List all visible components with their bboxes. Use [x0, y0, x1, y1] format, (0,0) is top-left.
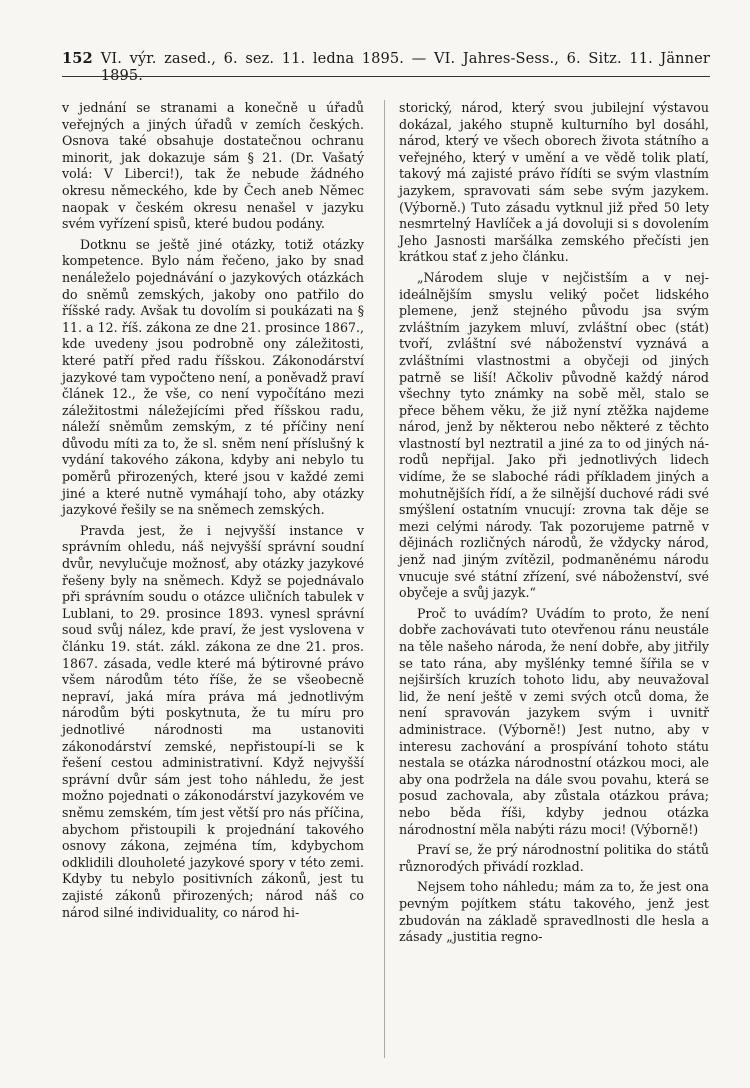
paragraph: storický, národ, který svou jubilejní výstavou dokázal, jakého stupně kulturního byl dosáhl, národ, který ve všech oborech života státního a veřejného, který v umění a ve vědě tolik platí, takový má zajisté právo řídíti se svým vlastním jazykem, spravovati sám sebe svým jazykem. (Výborně.) Tuto zásadu vytknul již před 50 lety nesmrtelný Havlíček a já dovoluji si s dovolením Jeho Jasnosti maršálka zemského přečísti jen krátkou stať z jeho článku.	[399, 100, 709, 265]
page-number: 152	[62, 50, 93, 67]
right-column	[399, 100, 709, 950]
running-header	[62, 50, 710, 84]
paragraph: Proč to uvádím? Uvádím to proto, že není dobře zachovávati tuto otevřenou ránu neustále na těle našeho národa, že není dobře, aby jitřily se tato rána, aby myšlénky temné šířila se v nejširších kruzích tohoto lidu, aby neuvažoval lid, že není ještě v zemi svých otců doma, že není spravován jazykem svým i uvnitř administrace. (Výborně!) Jest nutno, aby v interesu zachování a prospívání tohoto státu nestala se otázka národnostní otázkou moci, ale aby ona podržela na dále svou povahu, která se posud zachovala, aby zůstala otázkou práva; nebo běda říši, kdyby jednou otázka národnostní měla nabýti rázu moci! (Výborně!)	[399, 605, 709, 837]
paragraph: Dotknu se ještě jiné otázky, totiž otázky kompetence. Bylo nám řečeno, jako by snad nenáleželo pojednávání o jazykových otázkách do sněmů zemských, jakoby ono patřilo do říšské rady. Avšak tu dovolím si poukázati na § 11. a 12. říš. zákona ze dne 21. prosince 1867., kde uvedeny jsou podrobně ony záležitosti, které patří před radu říšskou. Zákonodárství jazykové tam vypočteno není, a poněvadž praví článek 12., že vše, co není vypočítáno mezi záležitostmi náležejícími před říšskou radu, náleží sněmům zemským, z té příčiny není důvodu míti za to, že sl. sněm není příslušný k vydání takového zákona, kdyby ani nebylo tu poměrů přirozených, které jsou v každé zemi jiné a které nutně vymáhají toho, aby otázky jazykové řešily se na sněmech zemských.	[62, 236, 364, 518]
header-rule	[62, 76, 710, 77]
header-text: VI. výr. zased., 6. sez. 11. ledna 1895. — VI. Jahres-Sess., 6. Sitz. 11. Jänner 1895.	[100, 50, 710, 84]
quote-paragraph: „Národem sluje v nejčistším a v nejideálnějším smyslu veliký počet lidského plemene, jenž stejného původu jsa svým zvláštním jazykem mluví, zvláštní obec (stát) tvoří, zvláštní své náboženství vyznává a zvláštními vlastnostmi a obyčeji od jiných patrně se liší! Ačkoliv původně každý národ všechny tyto známky na sobě měl, stalo se přece během věku, že již nyní ztěžka najdeme národ, jenž by některou nebo některé z těchto vlastností byl neztratil a jiné za to od jiných národů nepřijal. Jako při jednotlivých lidech vidíme, že se slaboché rádi příkladem jiných a mohutnějších řídí, a že silnější duchové rádi své smýšlení ostatním vnucují: zrovna tak děje se mezi celými národy. Tak pozorujeme patrně v dějinách rozličných národů, že vždycky národ, jenž nad jiným zvítězil, podmaněnému národu vnucuje své státní zřízení, své náboženství, své obyčeje a svůj jazyk.“	[399, 269, 709, 601]
paragraph: Nejsem toho náhledu; mám za to, že jest ona pevným pojítkem státu takového, jenž jest zbudován na základě spravedlnosti dle hesla a zásady „justitia regno-	[399, 879, 709, 945]
paragraph: Praví se, že prý národnostní politika do států různorodých přivádí rozklad.	[399, 842, 709, 874]
paragraph: Pravda jest, že i nejvyšší instance v správním ohledu, náš nejvyšší správní soudní dvůr, nevylučuje možnosť, aby otázky jazykové řešeny byly na sněmech. Když se pojednávalo při správním soudu o otázce uličních tabulek v Lublani, to 29. prosince 1893. vynesl správní soud svůj nález, kde praví, že jest vyslovena v článku 19. stát. zákl. zákona ze dne 21. pros. 1867. zásada, vedle které má býtirovné právo všem národům této říše, že se všeobecně nepraví, jaká míra práva má jednotlivým národům býti poskytnuta, že tu míru pro jednotlivé národnosti ma ustanoviti zákonodárství zemské, nepřistoupí-li se k řešení cestou administrativní. Když nejvyšší správní dvůr sám jest toho náhledu, že jest možno pojednati o zákonodárství jazykovém ve sněmu zemském, tím jest větší pro nás příčina, abychom přistoupili k projednání takového osnovy zákona, zejména tím, kdybychom odklidili dlouholeté jazykové spory v této zemi. Kdyby tu nebylo positivních zákonů, jest tu zajisté zákonů přirozených; národ náš co národ silné individuality, co národ hi-	[62, 522, 364, 920]
paragraph: v jednání se stranami a konečně u úřadů veřejných a jiných úřadů v zemích českých. Osnova také obsahuje dostatečnou ochranu minorit, jak dokazuje sám § 21. (Dr. Vašatý volá: V Liberci!), tak že nebude žádného okresu německého, kde by Čech aneb Němec naopak v českém okresu nenašel v jazyku svém vyřízení spisů, které budou podány.	[62, 100, 364, 232]
column-divider	[384, 100, 385, 1058]
left-column	[62, 100, 364, 925]
